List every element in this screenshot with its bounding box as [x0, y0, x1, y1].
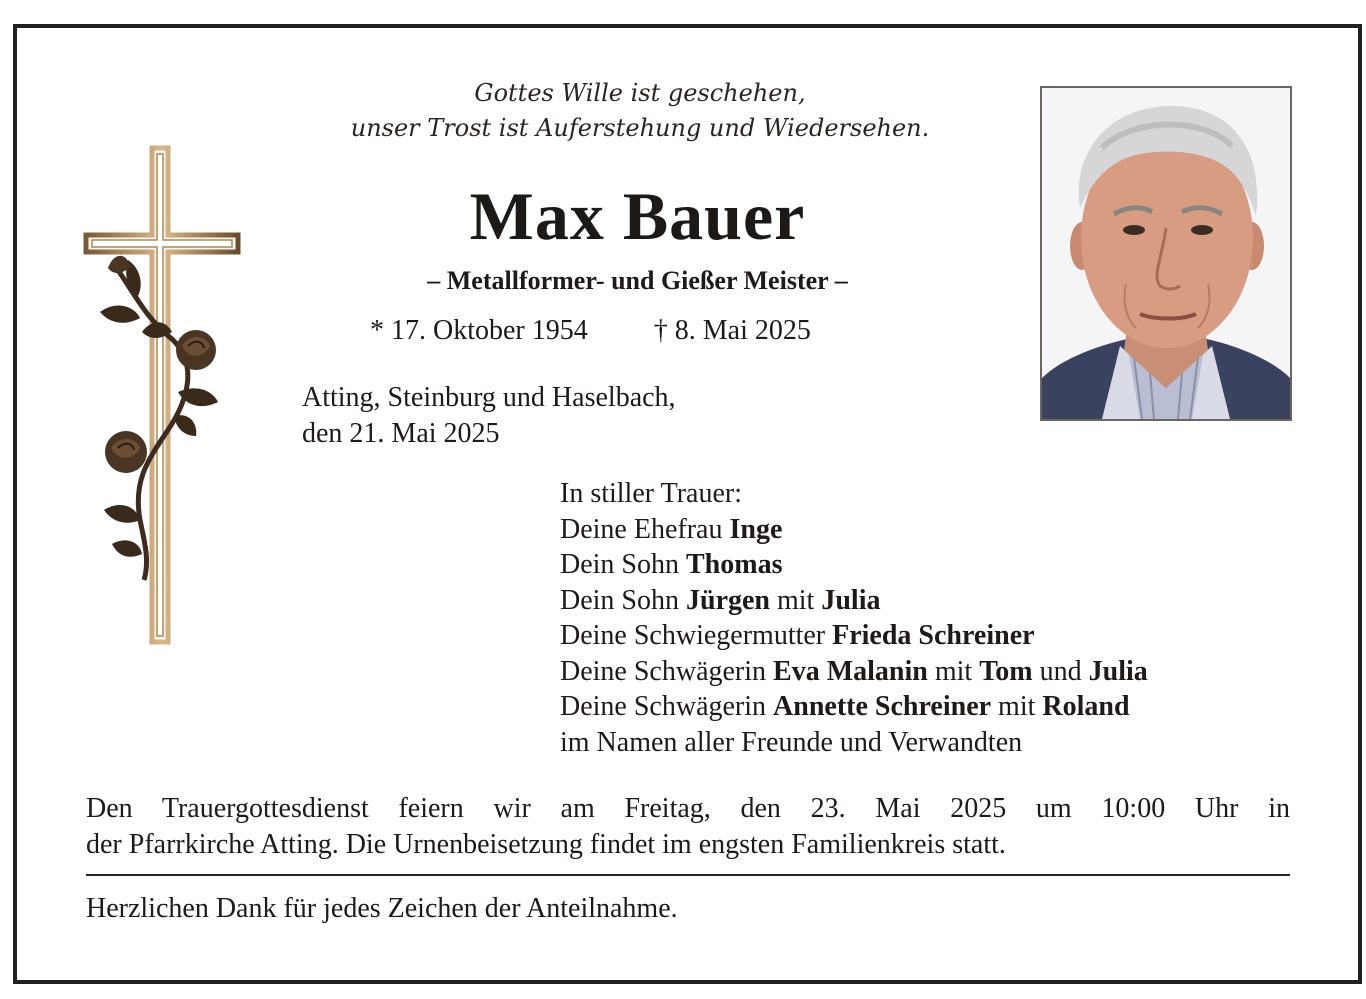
life-dates — [370, 313, 811, 349]
mourner-name: Thomas — [686, 549, 783, 580]
deceased-name: Max Bauer — [469, 178, 806, 254]
mourner-name: Roland — [1042, 691, 1130, 722]
mourner-rows — [560, 512, 1148, 761]
mourner-row — [560, 512, 1148, 548]
mourner-row — [560, 725, 1148, 761]
mourner-name: Tom — [979, 655, 1033, 687]
mourner-name: Julia — [1088, 655, 1148, 687]
mourner-relation: mit — [991, 691, 1043, 722]
mourner-row — [560, 654, 1148, 690]
mourner-relation: Deine Schwiegermutter — [560, 620, 833, 651]
mourner-name: Annette Schreiner — [773, 691, 992, 722]
deceased-profession: – Metallformer- und Gießer Meister – — [427, 266, 848, 295]
mourner-row — [560, 547, 1148, 583]
mourner-name: Julia — [821, 584, 881, 616]
mourner-relation: Dein Sohn — [560, 549, 686, 580]
motto-line-1: Gottes Wille ist geschehen, — [474, 79, 806, 107]
date-line: den 21. Mai 2025 — [302, 418, 500, 449]
mourner-relation: mit — [770, 584, 822, 616]
service-line-1: Den Trauergottesdienst feiern wir am Freitag, den 23. Mai 2025 um 10:00 Uhr in — [86, 793, 1290, 824]
place-and-date — [302, 380, 676, 452]
death-date: † 8. Mai 2025 — [653, 315, 811, 346]
mourner-row — [560, 583, 1148, 619]
mourner-name: Frieda Schreiner — [832, 620, 1035, 651]
mourner-relation: Deine Ehefrau — [560, 513, 730, 545]
mourner-relation: mit — [927, 655, 980, 687]
mourner-row — [560, 689, 1148, 725]
place-line: Atting, Steinburg und Haselbach, — [302, 382, 676, 413]
mourner-relation: und — [1032, 655, 1089, 687]
mourners-heading: In stiller Trauer: — [560, 478, 742, 509]
service-line-2: der Pfarrkirche Atting. Die Urnenbeisetzung findet im engsten Familienkreis statt. — [86, 829, 1006, 860]
service-announcement — [86, 791, 1290, 863]
mourner-name: Eva Malanin — [773, 655, 928, 687]
mourner-relation: Deine Schwägerin — [560, 691, 774, 722]
motto — [160, 76, 1120, 146]
birth-date: * 17. Oktober 1954 — [370, 315, 588, 346]
divider-line — [86, 874, 1290, 876]
mourner-name: Inge — [729, 513, 783, 545]
portrait-photo — [1040, 86, 1292, 421]
mourner-row — [560, 618, 1148, 654]
mourner-relation: im Namen aller Freunde und Verwandten — [560, 726, 1023, 758]
cross-with-roses-icon — [78, 140, 248, 650]
motto-line-2: unser Trost ist Auferstehung und Wiedersehen. — [350, 114, 930, 142]
mourners-list — [560, 476, 1148, 760]
mourner-relation: Deine Schwägerin — [560, 655, 774, 687]
thanks-note: Herzlichen Dank für jedes Zeichen der Anteilnahme. — [86, 893, 678, 924]
mourner-relation: Dein Sohn — [560, 584, 686, 616]
mourner-name: Jürgen — [686, 584, 770, 616]
